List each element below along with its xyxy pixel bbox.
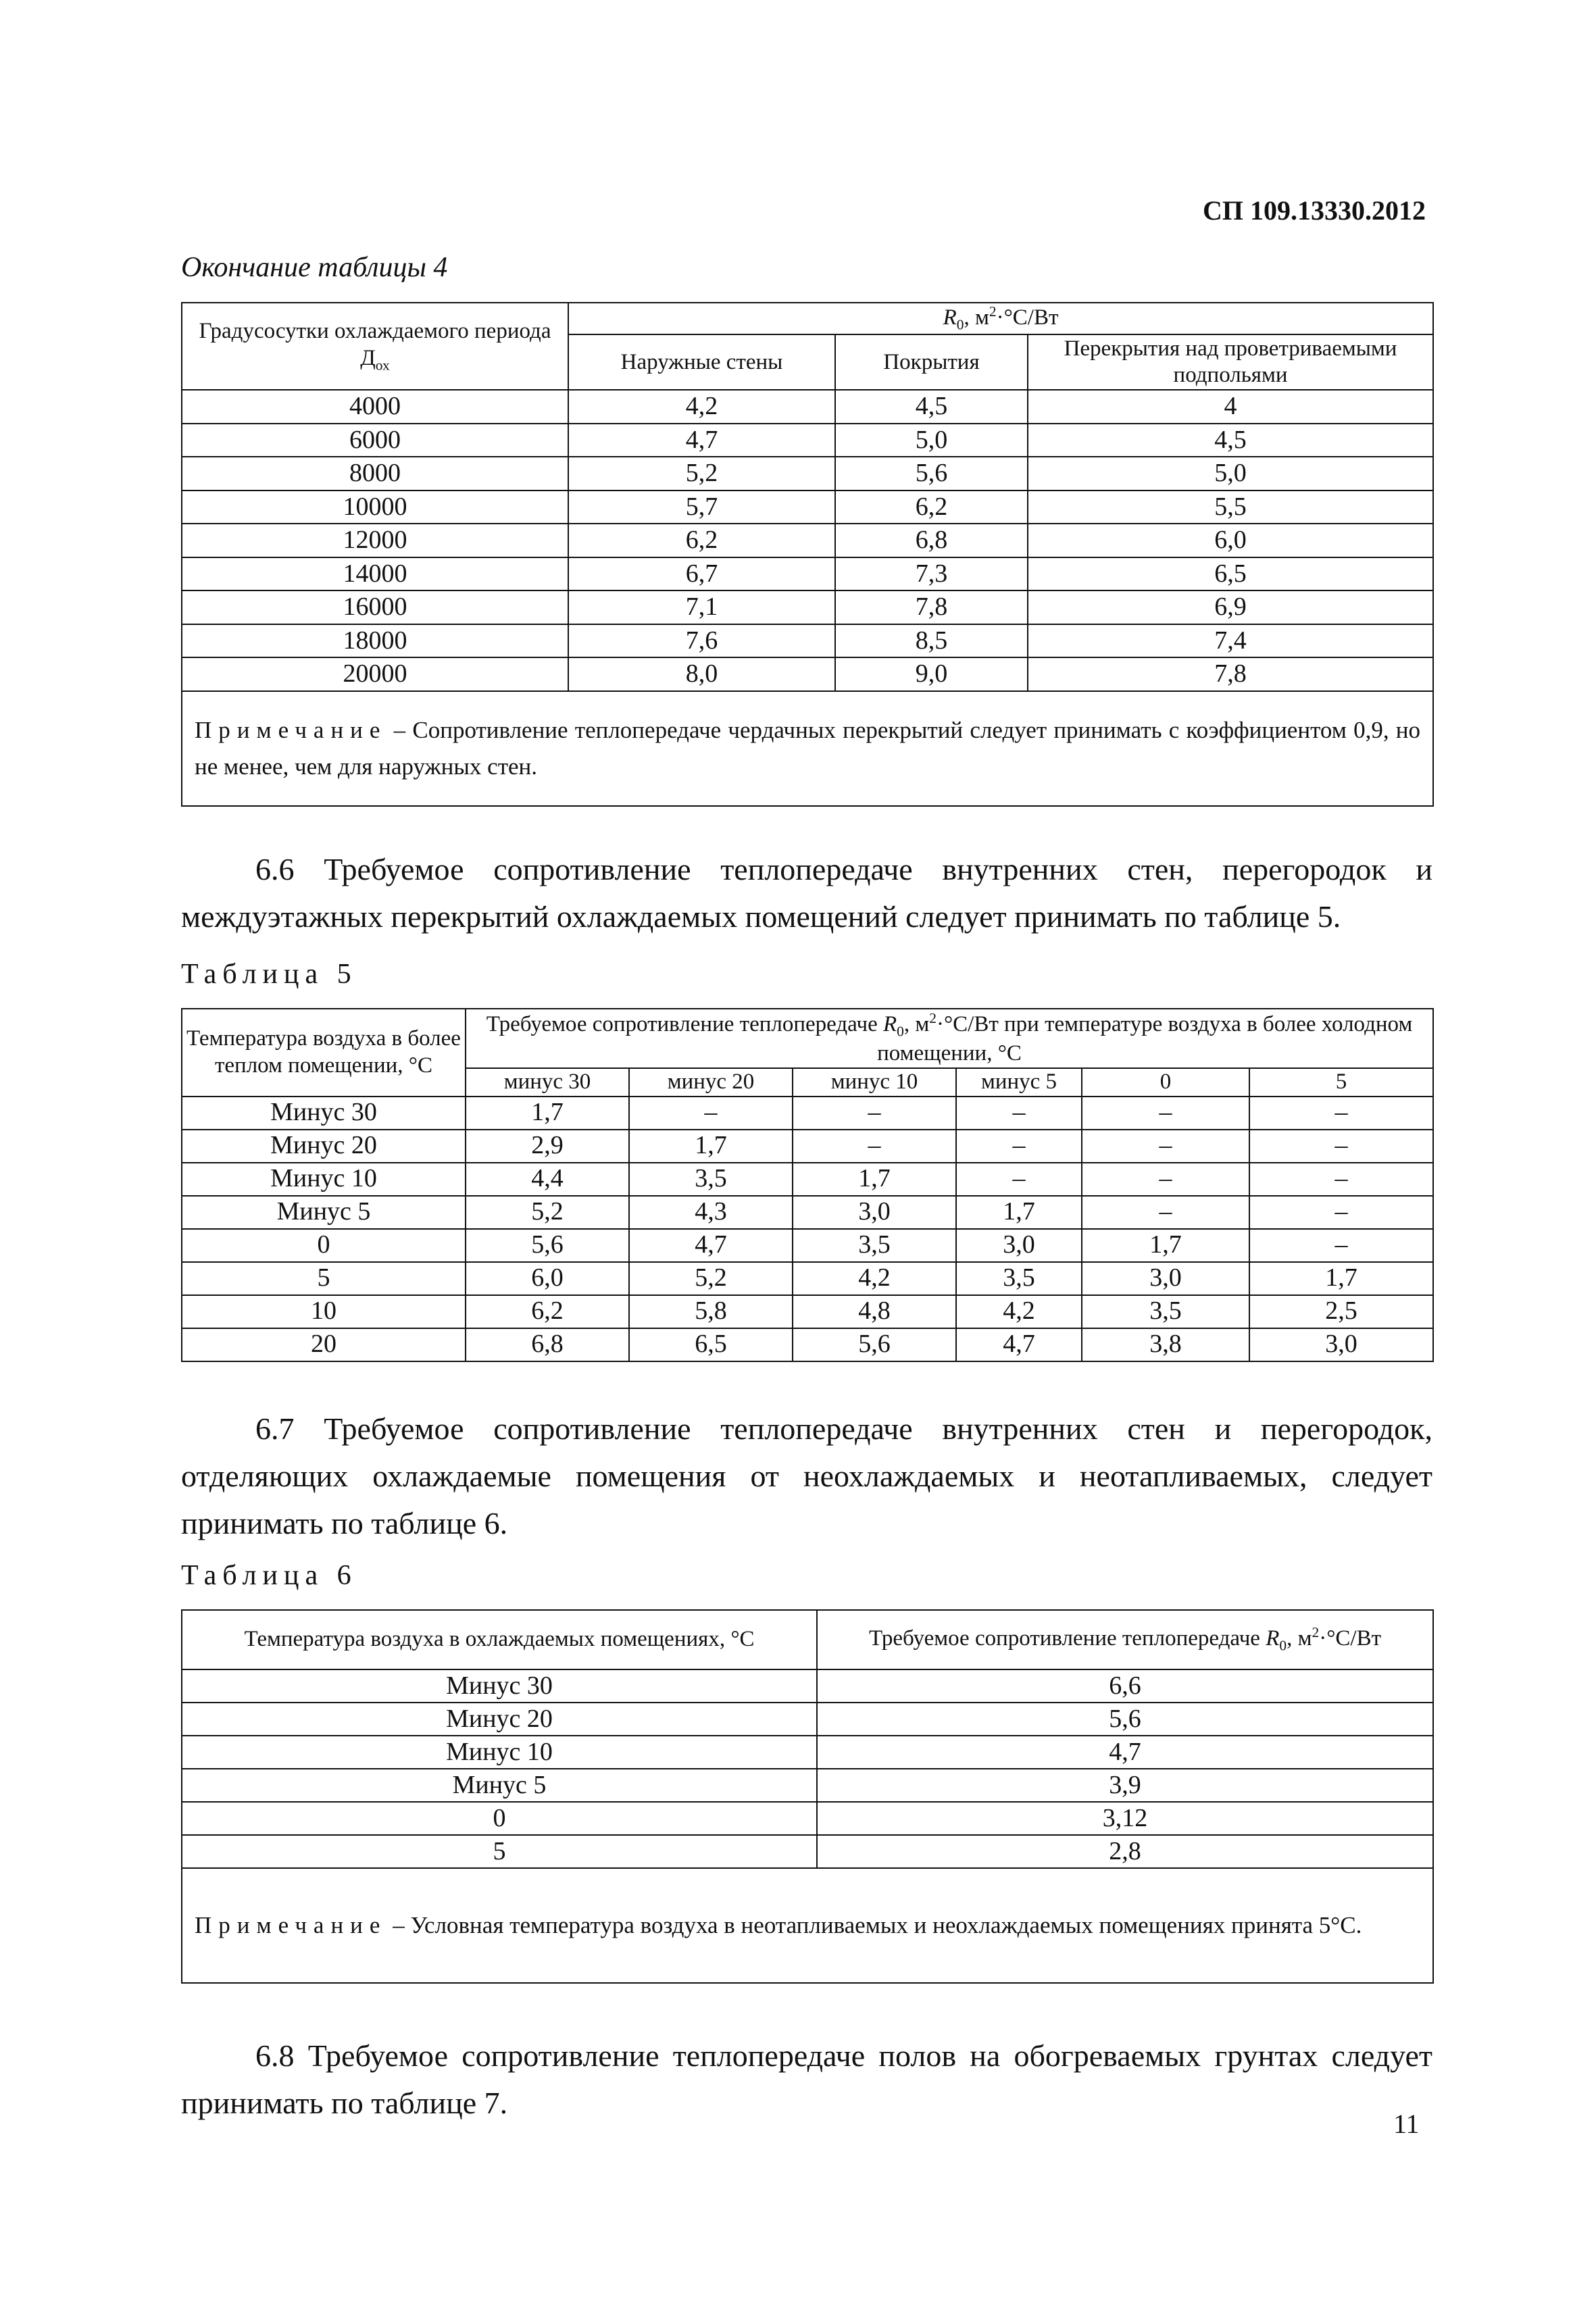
table-cell: Минус 5 <box>182 1196 466 1229</box>
table-cell: 8000 <box>182 457 568 491</box>
table-cell: 6,8 <box>466 1328 629 1361</box>
table5-subhead: минус 30 <box>466 1068 629 1097</box>
table-cell: 4,7 <box>629 1229 793 1262</box>
table-row <box>182 1736 1433 1769</box>
table-row <box>182 457 1433 491</box>
table-cell: 6,5 <box>629 1328 793 1361</box>
table-cell: 6,2 <box>835 491 1028 524</box>
table6-head-resistance: Требуемое сопротивление теплопередаче $R_0$, $м^2\cdot^\circ С/Вт$ <box>817 1610 1433 1669</box>
table-cell: 5,7 <box>568 491 835 524</box>
table-cell: 1,7 <box>1249 1262 1433 1295</box>
document-code: СП 109.13330.2012 <box>1203 195 1426 226</box>
table-cell: – <box>1082 1196 1249 1229</box>
table-cell: 20 <box>182 1328 466 1361</box>
table5-subhead: минус 10 <box>793 1068 956 1097</box>
table-cell: 3,0 <box>1249 1328 1433 1361</box>
table5-head-resistance: Требуемое сопротивление теплопередаче $R_0$, $м^2\cdot^\circ С/Вт$ при температуре воздуха в более холодном помещении, °С <box>466 1009 1433 1068</box>
table-cell: 1,7 <box>956 1196 1082 1229</box>
table-cell: 18000 <box>182 624 568 658</box>
table5-subhead: 0 <box>1082 1068 1249 1097</box>
table5-subhead: 5 <box>1249 1068 1433 1097</box>
table-cell: – <box>793 1130 956 1163</box>
table-cell: 5,8 <box>629 1295 793 1328</box>
table-row <box>182 624 1433 658</box>
table-row <box>182 1097 1433 1130</box>
page-number: 11 <box>1393 2109 1420 2139</box>
table-cell: – <box>629 1097 793 1130</box>
table-cell: 5,0 <box>835 424 1028 457</box>
table-cell: 7,8 <box>835 590 1028 624</box>
table-cell: 4,8 <box>793 1295 956 1328</box>
table-cell: 5,5 <box>1028 491 1433 524</box>
table-cell: 6,0 <box>466 1262 629 1295</box>
table-cell: 5,2 <box>629 1262 793 1295</box>
table-cell: 5 <box>182 1835 817 1868</box>
table-cell: 3,5 <box>956 1262 1082 1295</box>
table-cell: 5,6 <box>793 1328 956 1361</box>
table-cell: 3,0 <box>1082 1262 1249 1295</box>
table-cell: 8,5 <box>835 624 1028 658</box>
table-cell: 4 <box>1028 390 1433 424</box>
table-cell: 1,7 <box>1082 1229 1249 1262</box>
table-cell: 6,0 <box>1028 524 1433 557</box>
table-cell: 2,8 <box>817 1835 1433 1868</box>
table5-title: Таблица 5 <box>181 959 357 990</box>
paragraph-6-8: 6.8 Требуемое сопротивление теплопередаче полов на обогреваемых грунтах следует принимать по таблице 7. <box>181 2038 1432 2120</box>
table-cell: Минус 20 <box>182 1703 817 1736</box>
table5-head-warm-temp: Температура воздуха в более теплом помещении, °С <box>182 1009 466 1097</box>
table-cell: 1,7 <box>466 1097 629 1130</box>
table6-head-temp: Температура воздуха в охлаждаемых помещениях, °С <box>182 1610 817 1669</box>
table-cell: 4000 <box>182 390 568 424</box>
table-cell: 3,5 <box>629 1163 793 1196</box>
table-row <box>182 1703 1433 1736</box>
table4-subhead: Перекрытия над проветриваемыми подпольями <box>1028 334 1433 390</box>
table-row <box>182 1802 1433 1835</box>
table4-subhead: Покрытия <box>835 334 1028 390</box>
table4-caption: Окончание таблицы 4 <box>181 252 448 283</box>
table6-note: Примечание – Условная температура воздуха в неотапливаемых и неохлаждаемых помещениях принята 5°С. <box>182 1868 1433 1983</box>
table-cell: – <box>956 1130 1082 1163</box>
table-row <box>182 390 1433 424</box>
table-cell: 6,2 <box>568 524 835 557</box>
table-cell: 12000 <box>182 524 568 557</box>
table4-note: Примечание – Сопротивление теплопередаче чердачных перекрытий следует принимать с коэффициентом 0,9, но не менее, чем для наружных стен. <box>182 691 1433 806</box>
table-cell: 4,2 <box>793 1262 956 1295</box>
table-cell: 2,9 <box>466 1130 629 1163</box>
table-cell: 3,9 <box>817 1769 1433 1802</box>
table-cell: 9,0 <box>835 657 1028 691</box>
table-row <box>182 1196 1433 1229</box>
table-cell: 10 <box>182 1295 466 1328</box>
table-cell: 4,2 <box>956 1295 1082 1328</box>
table-cell: Минус 20 <box>182 1130 466 1163</box>
table-cell: 6,5 <box>1028 557 1433 591</box>
table-cell: 8,0 <box>568 657 835 691</box>
table-cell: 5,6 <box>817 1703 1433 1736</box>
table-cell: 5,0 <box>1028 457 1433 491</box>
table-cell: 5,2 <box>466 1196 629 1229</box>
table-cell: 6,9 <box>1028 590 1433 624</box>
table4 <box>181 302 1434 807</box>
table-cell: 0 <box>182 1802 817 1835</box>
table-row <box>182 1669 1433 1703</box>
table4-head-r0: $R_0$, $м^2\cdot^\circ С/Вт$ <box>568 303 1433 334</box>
table6 <box>181 1609 1434 1984</box>
table-cell: – <box>1082 1097 1249 1130</box>
table-row <box>182 1262 1433 1295</box>
table-cell: 7,8 <box>1028 657 1433 691</box>
table-cell: 10000 <box>182 491 568 524</box>
table-cell: 4,7 <box>568 424 835 457</box>
table-row <box>182 1769 1433 1802</box>
table-cell: 3,5 <box>1082 1295 1249 1328</box>
table-row <box>182 1328 1433 1361</box>
table-cell: 16000 <box>182 590 568 624</box>
table-cell: – <box>956 1163 1082 1196</box>
table-cell: 6,7 <box>568 557 835 591</box>
table-cell: – <box>1082 1163 1249 1196</box>
table5 <box>181 1008 1434 1362</box>
table-row <box>182 1229 1433 1262</box>
table-cell: 7,3 <box>835 557 1028 591</box>
table-cell: 6,2 <box>466 1295 629 1328</box>
table-cell: 6000 <box>182 424 568 457</box>
paragraph-6-6: 6.6 Требуемое сопротивление теплопередаче внутренних стен, перегородок и междуэтажных перекрытий охлаждаемых помещений следует принимать по таблице 5. <box>181 852 1432 934</box>
table-row <box>182 1835 1433 1868</box>
table-row <box>182 657 1433 691</box>
table-row <box>182 590 1433 624</box>
table-cell: 1,7 <box>629 1130 793 1163</box>
table4-subhead: Наружные стены <box>568 334 835 390</box>
table-row <box>182 524 1433 557</box>
table5-subhead: минус 5 <box>956 1068 1082 1097</box>
table-row <box>182 424 1433 457</box>
table-cell: 3,12 <box>817 1802 1433 1835</box>
table-cell: – <box>793 1097 956 1130</box>
table-cell: – <box>956 1097 1082 1130</box>
table-row <box>182 557 1433 591</box>
table-cell: 2,5 <box>1249 1295 1433 1328</box>
table-row <box>182 1295 1433 1328</box>
table-cell: 3,5 <box>793 1229 956 1262</box>
table-cell: 4,4 <box>466 1163 629 1196</box>
table-cell: 5,6 <box>466 1229 629 1262</box>
table-cell: 4,7 <box>956 1328 1082 1361</box>
table-cell: 5,2 <box>568 457 835 491</box>
table-cell: 4,2 <box>568 390 835 424</box>
table6-title: Таблица 6 <box>181 1560 357 1591</box>
table-cell: 5 <box>182 1262 466 1295</box>
table-cell: – <box>1249 1196 1433 1229</box>
table-cell: 20000 <box>182 657 568 691</box>
table-cell: – <box>1249 1229 1433 1262</box>
table4-head-degree-days: Градусосутки охлаждаемого периода $Д_{ох}$ <box>182 303 568 390</box>
paragraph-6-7: 6.7 Требуемое сопротивление теплопередаче внутренних стен и перегородок, отделяющих охлаждаемые помещения от неохлаждаемых и неотапливаемых, следует принимать по таблице 6. <box>181 1411 1432 1540</box>
table-cell: – <box>1249 1097 1433 1130</box>
table-cell: 5,6 <box>835 457 1028 491</box>
table-cell: 3,8 <box>1082 1328 1249 1361</box>
table-cell: 6,8 <box>835 524 1028 557</box>
table-cell: 4,5 <box>835 390 1028 424</box>
table-cell: 14000 <box>182 557 568 591</box>
table-cell: 3,0 <box>956 1229 1082 1262</box>
table-cell: – <box>1249 1130 1433 1163</box>
table-cell: – <box>1249 1163 1433 1196</box>
table-cell: 6,6 <box>817 1669 1433 1703</box>
table-cell: 4,7 <box>817 1736 1433 1769</box>
table-cell: Минус 10 <box>182 1163 466 1196</box>
table-cell: – <box>1082 1130 1249 1163</box>
table-cell: 7,6 <box>568 624 835 658</box>
table-cell: Минус 30 <box>182 1669 817 1703</box>
table-cell: Минус 5 <box>182 1769 817 1802</box>
table-cell: Минус 10 <box>182 1736 817 1769</box>
table-cell: 7,4 <box>1028 624 1433 658</box>
table-cell: 0 <box>182 1229 466 1262</box>
table5-subhead: минус 20 <box>629 1068 793 1097</box>
table-cell: 3,0 <box>793 1196 956 1229</box>
table-row <box>182 1130 1433 1163</box>
table-cell: Минус 30 <box>182 1097 466 1130</box>
table-cell: 4,5 <box>1028 424 1433 457</box>
table-cell: 7,1 <box>568 590 835 624</box>
table-row <box>182 1163 1433 1196</box>
table-row <box>182 491 1433 524</box>
table-cell: 4,3 <box>629 1196 793 1229</box>
table-cell: 1,7 <box>793 1163 956 1196</box>
